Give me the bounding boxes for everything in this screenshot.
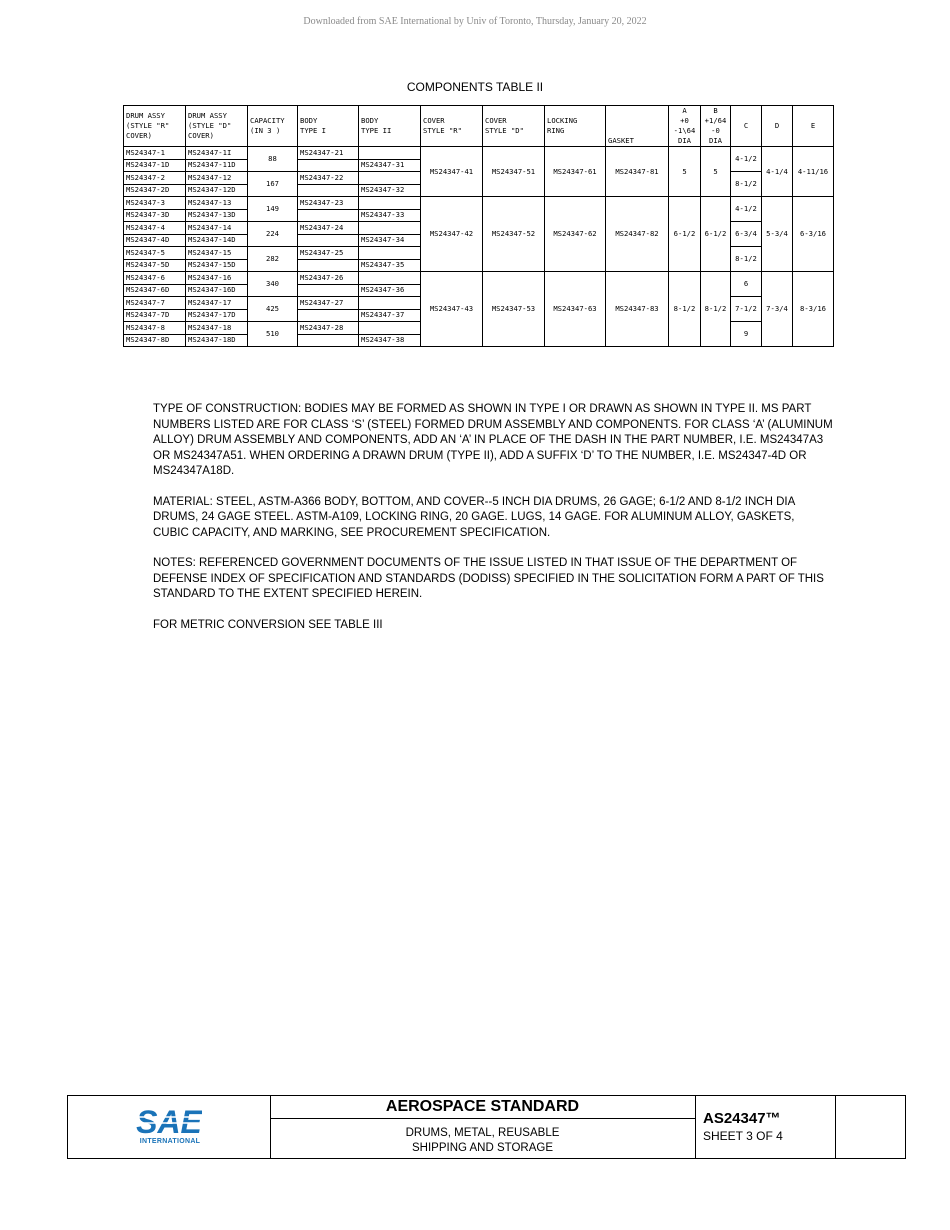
drum-assy-r-cell: MS24347-7D (124, 309, 186, 322)
drum-assy-d-cell: MS24347-12D (186, 184, 248, 197)
c-cell: 8-1/2 (731, 247, 762, 272)
c-cell: 8-1/2 (731, 172, 762, 197)
c-cell: 4-1/2 (731, 147, 762, 172)
drum-assy-r-cell: MS24347-4D (124, 234, 186, 247)
a-dia-cell: 6-1/2 (669, 197, 701, 272)
cover-style-d-cell: MS24347-52 (483, 197, 545, 272)
blank-cell (835, 1096, 905, 1158)
e-cell: 4-11/16 (793, 147, 834, 197)
body-type-1-cell: MS24347-26 (298, 272, 359, 285)
body-type-2-cell (359, 222, 421, 235)
drum-assy-d-cell: MS24347-15D (186, 259, 248, 272)
header-a-dia: A +0 -1\64 DIA (669, 106, 701, 147)
document-type: AEROSPACE STANDARD (270, 1096, 695, 1119)
drum-assy-d-cell: MS24347-17 (186, 297, 248, 310)
subject-line-1: DRUMS, METAL, REUSABLE (405, 1127, 560, 1139)
b-dia-cell: 6-1/2 (701, 197, 731, 272)
drum-assy-r-cell: MS24347-5D (124, 259, 186, 272)
table-title: COMPONENTS TABLE II (406, 80, 544, 94)
body-type-1-cell (298, 334, 359, 347)
capacity-cell: 149 (248, 197, 298, 222)
capacity-cell: 167 (248, 172, 298, 197)
drum-assy-r-cell: MS24347-6D (124, 284, 186, 297)
body-type-1-cell: MS24347-23 (298, 197, 359, 210)
header-drum-assy-d: DRUM ASSY (STYLE "D" COVER) (186, 106, 248, 147)
drum-assy-r-cell: MS24347-1D (124, 159, 186, 172)
b-dia-cell: 5 (701, 147, 731, 197)
drum-assy-r-cell: MS24347-7 (124, 297, 186, 310)
body-type-2-cell: MS24347-36 (359, 284, 421, 297)
body-type-1-cell (298, 159, 359, 172)
body-type-2-cell (359, 297, 421, 310)
logo-letters: SAE (136, 1104, 202, 1138)
body-type-1-cell: MS24347-27 (298, 297, 359, 310)
body-type-2-cell (359, 147, 421, 160)
body-type-2-cell: MS24347-31 (359, 159, 421, 172)
body-type-1-cell (298, 184, 359, 197)
standard-number: AS24347™ (703, 1110, 781, 1127)
drum-assy-r-cell: MS24347-1 (124, 147, 186, 160)
body-type-2-cell: MS24347-34 (359, 234, 421, 247)
d-cell: 5-3/4 (762, 197, 793, 272)
drum-assy-r-cell: MS24347-6 (124, 272, 186, 285)
body-type-2-cell (359, 172, 421, 185)
capacity-cell: 282 (248, 247, 298, 272)
drum-assy-r-cell: MS24347-3 (124, 197, 186, 210)
header-e: E (793, 106, 834, 147)
locking-ring-cell: MS24347-61 (545, 147, 606, 197)
table-row (124, 147, 834, 160)
download-note: Downloaded from SAE International by Univ of Toronto, Thursday, January 20, 2022 (303, 16, 647, 27)
drum-assy-d-cell: MS24347-11D (186, 159, 248, 172)
c-cell: 6 (731, 272, 762, 297)
drum-assy-d-cell: MS24347-16D (186, 284, 248, 297)
drum-assy-r-cell: MS24347-8D (124, 334, 186, 347)
body-type-2-cell: MS24347-33 (359, 209, 421, 222)
paragraph-material: MATERIAL: STEEL, ASTM-A366 BODY, BOTTOM, AND COVER--5 INCH DIA DRUMS, 26 GAGE; 6-1/2 AND 8-1/2 INCH DIA DRUMS, 24 GAGE STEEL. ASTM-A109, LOCKING RING, 20 GAGE. LUGS, 14 GAGE. FOR ALUMINUM ALLOY, GASKETS, CUBIC CAPACITY, AND MARKING, SEE PROCUREMENT SPECIFICATION. (153, 495, 795, 539)
a-dia-cell: 8-1/2 (669, 272, 701, 347)
locking-ring-cell: MS24347-62 (545, 197, 606, 272)
body-type-2-cell: MS24347-35 (359, 259, 421, 272)
title-cell (270, 1096, 696, 1158)
number-cell (695, 1096, 836, 1158)
cover-style-r-cell: MS24347-43 (421, 272, 483, 347)
gasket-cell: MS24347-83 (606, 272, 669, 347)
drum-assy-d-cell: MS24347-12 (186, 172, 248, 185)
gasket-cell: MS24347-82 (606, 197, 669, 272)
c-cell: 6-3/4 (731, 222, 762, 247)
capacity-cell: 510 (248, 322, 298, 347)
header-body-type-2: BODY TYPE II (359, 106, 421, 147)
c-cell: 9 (731, 322, 762, 347)
drum-assy-r-cell: MS24347-2 (124, 172, 186, 185)
header-capacity: CAPACITY (IN 3 ) (248, 106, 298, 147)
capacity-cell: 340 (248, 272, 298, 297)
body-type-2-cell (359, 197, 421, 210)
drum-assy-d-cell: MS24347-18 (186, 322, 248, 335)
header-cover-style-d: COVER STYLE "D" (483, 106, 545, 147)
logo-cell (68, 1096, 271, 1158)
body-type-2-cell: MS24347-32 (359, 184, 421, 197)
document-subject (270, 1119, 695, 1156)
subject-line-2: SHIPPING AND STORAGE (411, 1142, 553, 1154)
capacity-cell: 224 (248, 222, 298, 247)
body-type-2-cell (359, 272, 421, 285)
body-type-2-cell: MS24347-38 (359, 334, 421, 347)
components-table (123, 105, 834, 347)
body-type-1-cell (298, 234, 359, 247)
capacity-cell: 425 (248, 297, 298, 322)
header-body-type-1: BODY TYPE I (298, 106, 359, 147)
b-dia-cell: 8-1/2 (701, 272, 731, 347)
drum-assy-d-cell: MS24347-15 (186, 247, 248, 260)
header-drum-assy-r: DRUM ASSY (STYLE "R" COVER) (124, 106, 186, 147)
drum-assy-d-cell: MS24347-13 (186, 197, 248, 210)
a-dia-cell: 5 (669, 147, 701, 197)
body-type-2-cell: MS24347-37 (359, 309, 421, 322)
body-type-2-cell (359, 322, 421, 335)
drum-assy-r-cell: MS24347-4 (124, 222, 186, 235)
sheet-number: SHEET 3 OF 4 (703, 1129, 783, 1143)
drum-assy-r-cell: MS24347-3D (124, 209, 186, 222)
body-type-2-cell (359, 247, 421, 260)
body-type-1-cell (298, 284, 359, 297)
drum-assy-r-cell: MS24347-2D (124, 184, 186, 197)
drum-assy-d-cell: MS24347-17D (186, 309, 248, 322)
header-c: C (731, 106, 762, 147)
e-cell: 8-3/16 (793, 272, 834, 347)
drum-assy-d-cell: MS24347-18D (186, 334, 248, 347)
table-header-row (124, 106, 834, 147)
body-type-1-cell: MS24347-21 (298, 147, 359, 160)
cover-style-d-cell: MS24347-53 (483, 272, 545, 347)
capacity-cell: 88 (248, 147, 298, 172)
header-cover-style-r: COVER STYLE "R" (421, 106, 483, 147)
cover-style-r-cell: MS24347-42 (421, 197, 483, 272)
drum-assy-d-cell: MS24347-14D (186, 234, 248, 247)
sae-logo-icon (136, 1104, 202, 1138)
header-gasket: GASKET (606, 106, 669, 147)
body-type-1-cell (298, 259, 359, 272)
body-type-1-cell: MS24347-25 (298, 247, 359, 260)
cover-style-r-cell: MS24347-41 (421, 147, 483, 197)
gasket-cell: MS24347-81 (606, 147, 669, 197)
cover-style-d-cell: MS24347-51 (483, 147, 545, 197)
drum-assy-d-cell: MS24347-13D (186, 209, 248, 222)
drum-assy-d-cell: MS24347-1I (186, 147, 248, 160)
drum-assy-r-cell: MS24347-8 (124, 322, 186, 335)
d-cell: 7-3/4 (762, 272, 793, 347)
header-locking-ring: LOCKING RING (545, 106, 606, 147)
header-d: D (762, 106, 793, 147)
table-row (124, 197, 834, 210)
paragraph-notes: NOTES: REFERENCED GOVERNMENT DOCUMENTS OF THE ISSUE LISTED IN THAT ISSUE OF THE DEPARTMENT OF DEFENSE INDEX OF SPECIFICATION AND STANDARDS (DODISS) SPECIFIED IN THE SOLICITATION FORM A PART OF THIS STANDARD TO THE EXTENT SPECIFIED HEREIN. (153, 557, 824, 600)
table-body (124, 147, 834, 347)
body-type-1-cell (298, 209, 359, 222)
e-cell: 6-3/16 (793, 197, 834, 272)
c-cell: 4-1/2 (731, 197, 762, 222)
drum-assy-r-cell: MS24347-5 (124, 247, 186, 260)
body-type-1-cell: MS24347-28 (298, 322, 359, 335)
logo-subtext: INTERNATIONAL (139, 1138, 201, 1145)
drum-assy-d-cell: MS24347-14 (186, 222, 248, 235)
d-cell: 4-1/4 (762, 147, 793, 197)
body-type-1-cell (298, 309, 359, 322)
header-b-dia: B +1/64 -0 DIA (701, 106, 731, 147)
c-cell: 7-1/2 (731, 297, 762, 322)
paragraph-metric: FOR METRIC CONVERSION SEE TABLE III (153, 618, 383, 631)
table-row (124, 272, 834, 285)
body-type-1-cell: MS24347-22 (298, 172, 359, 185)
title-block (67, 1095, 906, 1159)
drum-assy-d-cell: MS24347-16 (186, 272, 248, 285)
locking-ring-cell: MS24347-63 (545, 272, 606, 347)
paragraph-construction: TYPE OF CONSTRUCTION: BODIES MAY BE FORMED AS SHOWN IN TYPE I OR DRAWN AS SHOWN IN TYPE II. MS PART NUMBERS LISTED ARE FOR CLASS ‘S’ (STEEL) FORMED DRUM ASSEMBLY AND COMPONENTS. FOR CLASS ‘A’ (ALUMINUM ALLOY) DRUM ASSEMBLY AND COMPONENTS, ADD AN ‘A’ IN PLACE OF THE DASH IN THE PART NUMBER, I.E. MS24347A3 OR MS24347A51. WHEN ORDERING A DRAWN DRUM (TYPE II), ADD A SUFFIX ‘D’ TO THE NUMBER, I.E. MS24347-4D OR MS24347A18D. (153, 403, 833, 477)
body-text (153, 402, 833, 648)
body-type-1-cell: MS24347-24 (298, 222, 359, 235)
